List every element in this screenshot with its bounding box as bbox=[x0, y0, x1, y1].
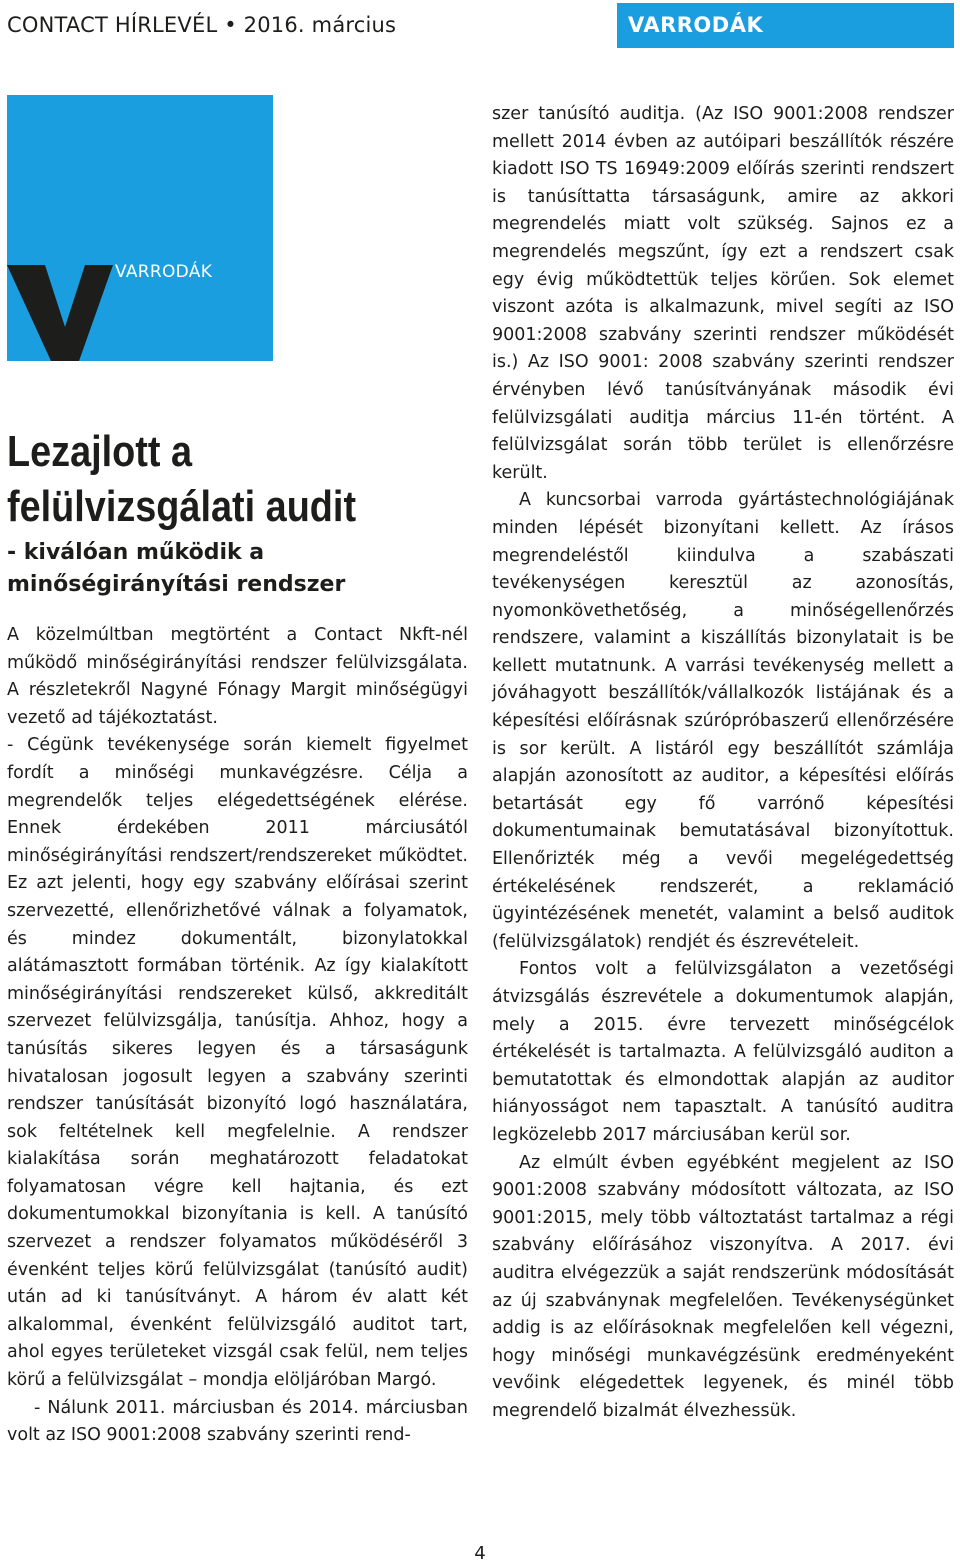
article-column-left bbox=[7, 622, 468, 1450]
section-logo-label: VARRODÁK bbox=[115, 262, 213, 282]
article-subtitle bbox=[7, 537, 477, 601]
section-banner-label: VARRODÁK bbox=[628, 13, 764, 37]
paragraph: - Nálunk 2011. márciusban és 2014. márciusban volt az ISO 9001:2008 szabvány szerinti rend- bbox=[7, 1397, 468, 1446]
paragraph: A kuncsorbai varroda gyártástechnológiájának minden lépését bizonyítani kellett. Az írásos megrendeléstől kiindulva a szabászati tevékenységen keresztül az azonosítás, nyomonkövethetőség, a minőségellenőrzés rendszere, valamint a kiszállítás bizonylatait is be kellett mutatnunk. A varrási tevékenység mellett a jóváhagyott beszállítók/vállalkozók listájának és a képesítési előírásnak szúrópróbaszerű ellenőrzésére is sor került. A listáról egy beszállítót számlája alapján azonosított az auditor, a képesítési előírás betartását egy fő varrónő képesítési dokumentumainak bemutatásával bizonyítottuk. Ellenőrizték még a vevői megelégedettség értékelésének rendszerét, a reklamáció ügyintézésének menetét, valamint a belső auditok (felülvizsgálatok) rendjét és észrevételeit. bbox=[492, 490, 954, 952]
paragraph: - Cégünk tevékenysége során kiemelt figyelmet fordít a minőségi munkavégzésre. Célja a megrendelők teljes elégedettségének elérése. Ennek érdekében 2011 márciusától minőségirányítási rendszert/rendszereket működtet. Ez azt jelenti, hogy egy szabvány előírásai szerint szervezetté, ellenőrizhetővé válnak a folyamatok, és mindez dokumentált, bizonylatokkal alátámasztott formában történik. Az így kialakított minőségirányítási rendszereket külső, akkreditált szervezet felülvizsgálja, tanúsítja. Ahhoz, hogy a tanúsítás sikeres legyen és a társaságunk hivatalosan jogosult legyen a szabvány szerinti rendszer tanúsítását bizonyító logó használatára, sok feltételnek kell megfelelnie. A rendszer kialakítása során meghatározott feladatokat folyamatosan végre kell hajtania, és ezt dokumentumokkal bizonyítania is kell. A tanúsító szervezet a rendszer folyamatos működéséről 3 évenként teljes körű felülvizsgálat (tanúsító audit) után ad ki tanúsítványt. A három év alatt két alkalommal, évenként felülvizsgáló auditot tart, ahol egyes területeket vizsgál csak felül, nem teljes körű a felülvizsgálat – mondja elöljáróban Margó. bbox=[7, 735, 468, 1391]
paragraph: szer tanúsító auditja. (Az ISO 9001:2008 rendszer mellett 2014 évben az autóipari beszállítók részére kiadott ISO TS 16949:2009 előírás szerinti rendszert is tanúsíttatta társaságunk, amire az akkori megrendelés miatt volt szükség. Sajnos ez a megrendelés megszűnt, így ezt a rendszert csak egy évig működtettük teljes körűen. Sok elemet viszont azóta is alkalmazunk, mivel segíti az ISO 9001:2008 szabvány szerinti rendszer működését is.) Az ISO 9001: 2008 szabvány szerinti rendszer érvényben lévő tanúsítványának második évi felülvizsgálati auditja március 11-én történt. A felülvizsgálat során több terület is ellenőrzésre került. bbox=[492, 104, 954, 483]
paragraph: Fontos volt a felülvizsgálaton a vezetőségi átvizsgálás észrevétele a dokumentumok alapján, mely a 2015. évre tervezett minőségcélok értékelését is tartalmazta. A felülvizsgáló auditon a bemutatottak és elmondottak alapján az auditor hiányosságot nem tapasztalt. A tanúsító auditra legközelebb 2017 márciusában kerül sor. bbox=[492, 959, 954, 1145]
page-number: 4 bbox=[474, 1543, 486, 1564]
v-letter-icon bbox=[7, 95, 273, 361]
paragraph: A közelmúltban megtörtént a Contact Nkft-nél működő minőségirányítási rendszer felülvizsgálata. A részletekről Nagyné Fónagy Margit minőségügyi vezető ad tájékoztatást. bbox=[7, 625, 468, 728]
section-logo bbox=[7, 95, 273, 361]
section-banner bbox=[617, 3, 954, 48]
newsletter-header: CONTACT HÍRLEVÉL • 2016. március bbox=[7, 13, 397, 37]
article-column-right bbox=[492, 101, 954, 1426]
article-subtitle-text: - kiválóan működik a minőségirányítási rendszer bbox=[7, 540, 346, 597]
article-title: Lezajlott a felülvizsgálati audit bbox=[7, 427, 357, 531]
paragraph: Az elmúlt évben egyébként megjelent az ISO 9001:2008 szabvány módosított változata, az ISO 9001:2015, mely több változtatást tartalmaz a régi szabvány előírásához viszonyítva. A 2017. évi auditra elvégezzük a saját rendszerünk módosítását az új szabványnak megfelelően. Tevékenységünket addig is az előírásoknak megfelelően kell végezni, hogy minőségi munkavégzésünk eredményeként vevőink elégedettek legyenek, és minél több megrendelő bizalmát élvezhessük. bbox=[492, 1152, 954, 1421]
